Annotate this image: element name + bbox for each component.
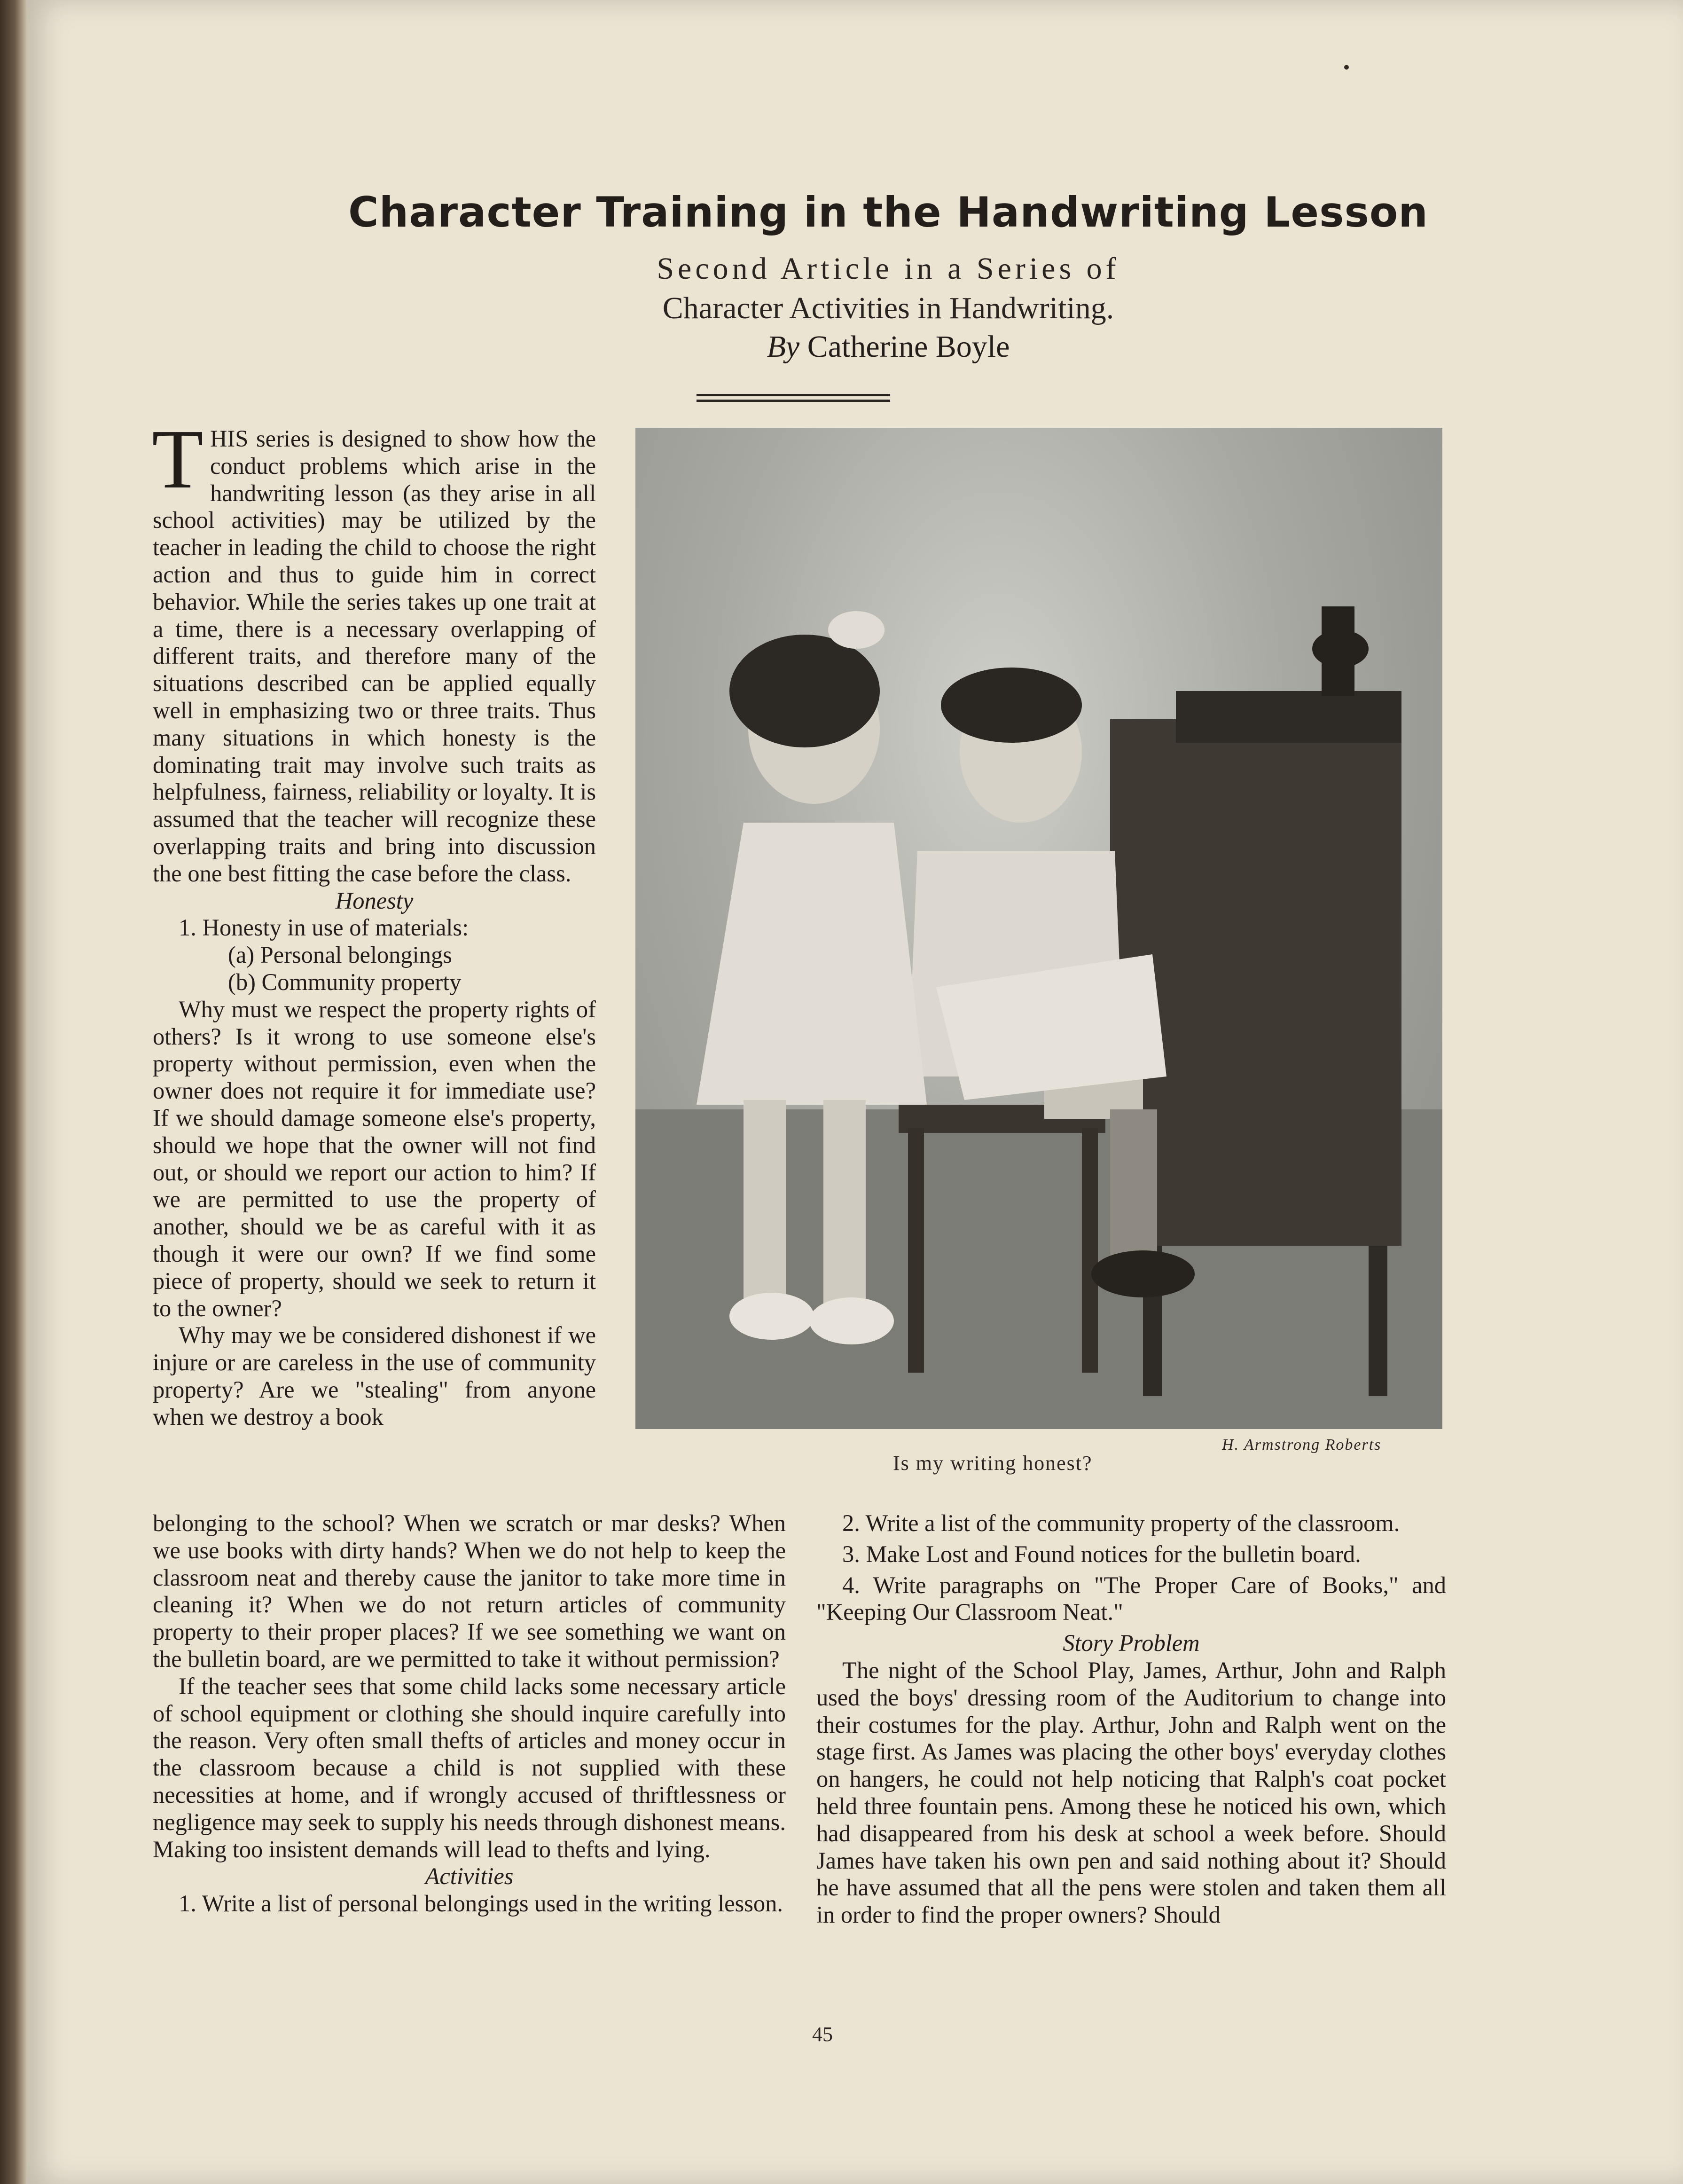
- subtitle-line-1: Second Article in a Series of: [657, 251, 1120, 286]
- print-speck: [1344, 65, 1349, 70]
- list-item-1b: (b) Community property: [228, 968, 462, 995]
- activity-1: 1. Write a list of personal belongings used in the writing lesson.: [179, 1890, 783, 1917]
- heading-story-problem: Story Problem: [1063, 1630, 1200, 1657]
- paragraph-teacher: If the teacher sees that some child lacks some necessary article of school equipment or clothing she should inquire carefully into the reason. Very often small thefts of articles and money occur in the classroom because a child is not supplied with these necessities at home, and if wrongly accused of thriftlessness or negligence may seek to supply his needs through dishonest means. Making too insistent demands will lead to thefts and lying.: [153, 1673, 786, 1862]
- activity-3: 3. Make Lost and Found notices for the bulletin board.: [842, 1540, 1361, 1567]
- intro-text: HIS series is designed to show how the conduct problems which arise in the handwriting lesson (as they arise in all school activities) may be utilized by the teacher in leading the child to choose the right action and thus to guide him in correct behavior. While the series takes up one trait at a time, there is a necessary overlapping of different traits, and therefore many of the situations described can be applied equally well in emphasizing two or three traits. Thus many situations in which honesty is the dominating trait may involve such traits as helpfulness, fairness, reliability or loyalty. It is assumed that the teacher will recognize these overlapping traits and bring into discussion the one best fitting the case before the class.: [153, 425, 596, 887]
- list-item-1a: (a) Personal belongings: [228, 942, 452, 968]
- title-rule-top: [697, 394, 890, 396]
- byline: [282, 329, 1495, 365]
- drop-cap: T: [152, 412, 204, 506]
- title-rule-bottom: [697, 400, 890, 402]
- subtitle-line-2: Character Activities in Handwriting.: [662, 291, 1114, 325]
- paragraph-dishonest-continued: belonging to the school? When we scratch or mar desks? When we use books with dirty hands? When we do not help to keep the classroom neat and thereby cause the janitor to take more time in cleaning it? When we do not return articles of community property to their proper places? If we see something we want on the bulletin board, are we permitted to take it without permission?: [153, 1510, 786, 1672]
- activity-4: 4. Write paragraphs on "The Proper Care of Books," and "Keeping Our Classroom Neat.": [816, 1571, 1446, 1626]
- photo-caption: Is my writing honest?: [893, 1452, 1093, 1475]
- byline-prefix: By: [767, 330, 800, 364]
- intro-paragraph: [152, 412, 596, 888]
- list-item-1: 1. Honesty in use of materials:: [179, 914, 469, 941]
- article-subtitle: [282, 249, 1495, 328]
- author-name: Catherine Boyle: [807, 330, 1010, 364]
- book-spine: [0, 0, 27, 2184]
- left-lower-column: [153, 1510, 786, 1917]
- heading-honesty: Honesty: [335, 887, 414, 914]
- photo-children-desk: [635, 428, 1442, 1429]
- activity-2: 2. Write a list of the community property of the classroom.: [842, 1510, 1400, 1536]
- story-paragraph: The night of the School Play, James, Arthur, John and Ralph used the boys' dressing room of the Auditorium to change into their costumes for the play. Arthur, John and Ralph went on the stage first. As James was placing the other boys' everyday clothes on hangers, he could not help noticing that Ralph's coat pocket held three fountain pens. Among these he noticed his own, which had disappeared from his desk at school a week before. Should James have taken his own pen and said nothing about it? Should he have assumed that all the pens were stolen and taken them all in order to find the proper owners? Should: [816, 1657, 1446, 1928]
- photo-credit: H. Armstrong Roberts: [1222, 1436, 1382, 1453]
- right-column: [816, 1510, 1446, 1929]
- article-title: Character Training in the Handwriting Lesson: [348, 188, 1428, 236]
- page-number: 45: [812, 2023, 833, 2046]
- heading-activities: Activities: [425, 1863, 514, 1890]
- paragraph-dishonest-start: Why may we be considered dishonest if we injure or are careless in the use of community property? Are we "stealing" from anyone when we destroy a book: [153, 1322, 596, 1430]
- left-column: [152, 412, 596, 1430]
- paragraph-respect-property: Why must we respect the property rights of others? Is it wrong to use someone else's property without permission, even when the owner does not require it for immediate use? If we should damage someone else's property, should we hope that the owner will not find out, or should we report our action to him? If we are permitted to use the property of another, should we be as careful with it as though it were our own? If we find some piece of property, should we seek to return it to the owner?: [153, 996, 596, 1321]
- photo-illustration: [635, 428, 1442, 1429]
